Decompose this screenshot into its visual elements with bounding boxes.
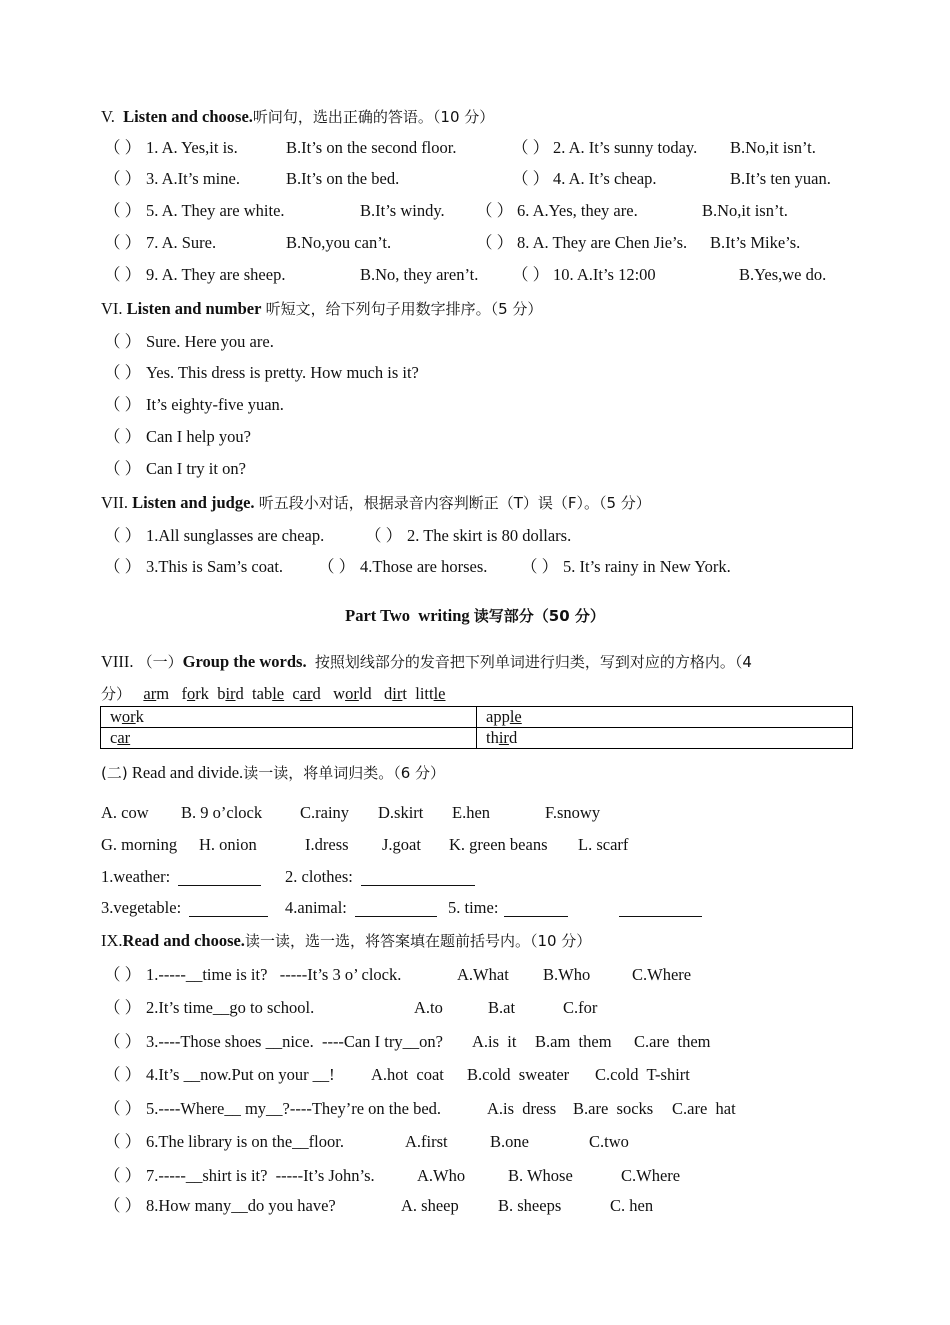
question-option-a: 7. A. Sure.: [146, 233, 217, 252]
choice-a: A. sheep: [401, 1196, 459, 1215]
section-title: Read and divide.: [127, 763, 244, 782]
section-viii-line2: [101, 684, 446, 704]
option-word: F.snowy: [545, 803, 601, 822]
question-text: 1.-----__time is it? -----It’s 3 o’ clock.: [146, 965, 402, 984]
option-word: I.dress: [305, 835, 349, 854]
option-word: L. scarf: [578, 835, 629, 854]
judge-item: 4.Those are horses.: [360, 557, 488, 576]
question-option-b: B.It’s Mike’s.: [710, 233, 801, 252]
table-cell[interactable]: third: [477, 728, 853, 749]
judge-item: 1.All sunglasses are cheap.: [146, 526, 325, 545]
section-title: Listen and choose.: [123, 107, 253, 126]
judge-item: 5. It’s rainy in New York.: [563, 557, 731, 576]
answer-blank[interactable]: （ ）: [104, 998, 142, 1017]
category-label: 4.animal:: [285, 898, 347, 917]
section-instruction: 听短文，给下列句子用数字排序。（5 分）: [265, 300, 543, 318]
answer-blank[interactable]: （ ）: [365, 526, 403, 545]
choice-c: C.two: [589, 1132, 629, 1151]
section-title: Read and choose.: [122, 931, 245, 950]
section-instruction: 按照划线部分的发音把下列单词进行归类，写到对应的方格内。（4: [314, 653, 752, 671]
question-text: 2.It’s time__go to school.: [146, 998, 315, 1017]
question-option-a: 2. A. It’s sunny today.: [553, 138, 698, 157]
choice-c: C.for: [563, 998, 598, 1017]
question-option-a: 6. A.Yes, they are.: [517, 201, 638, 220]
fill-blank[interactable]: [361, 867, 475, 886]
table-row: [101, 707, 853, 728]
answer-blank[interactable]: （ ）: [512, 265, 550, 284]
answer-blank[interactable]: （ ）: [104, 459, 142, 478]
sentence-item: It’s eighty-five yuan.: [146, 395, 284, 414]
choice-b: B. sheeps: [498, 1196, 562, 1215]
question-option-b: B.Yes,we do.: [739, 265, 827, 284]
section-viii-b-heading: [101, 763, 445, 783]
choice-a: A.is dress: [487, 1099, 557, 1118]
sentence-item: Can I help you?: [146, 427, 251, 446]
word: table: [252, 684, 285, 703]
answer-blank[interactable]: （ ）: [104, 1132, 142, 1151]
fill-blank[interactable]: [178, 867, 261, 886]
section-number: VIII.: [101, 652, 134, 671]
sentence-item: Sure. Here you are.: [146, 332, 274, 351]
section-instruction-cont: 分）: [101, 685, 132, 703]
word: bird: [217, 684, 244, 703]
section-v-heading: [101, 107, 494, 127]
answer-blank[interactable]: （ ）: [104, 965, 142, 984]
category-label: 2. clothes:: [285, 867, 353, 886]
answer-blank[interactable]: （ ）: [476, 233, 514, 252]
choice-c: C.Where: [621, 1166, 681, 1185]
choice-b: B.one: [490, 1132, 529, 1151]
answer-blank[interactable]: （ ）: [476, 201, 514, 220]
choice-b: B.are socks: [573, 1099, 654, 1118]
option-word: E.hen: [452, 803, 491, 822]
choice-c: C.are hat: [672, 1099, 736, 1118]
category-label: 5. time:: [448, 898, 499, 917]
choice-c: C.Where: [632, 965, 692, 984]
option-word: D.skirt: [378, 803, 424, 822]
judge-item: 3.This is Sam’s coat.: [146, 557, 284, 576]
choice-b: B.am them: [535, 1032, 612, 1051]
section-number: VII.: [101, 493, 129, 512]
answer-blank[interactable]: （ ）: [104, 427, 142, 446]
table-cell[interactable]: car: [101, 728, 477, 749]
option-word: K. green beans: [449, 835, 548, 854]
option-word: B. 9 o’clock: [181, 803, 263, 822]
answer-blank[interactable]: （ ）: [104, 233, 142, 252]
table-cell[interactable]: apple: [477, 707, 853, 728]
option-word: A. cow: [101, 803, 149, 822]
category-label: 3.vegetable:: [101, 898, 182, 917]
question-option-a: 8. A. They are Chen Jie’s.: [517, 233, 688, 252]
choice-b: B.cold sweater: [467, 1065, 570, 1084]
question-text: 3.----Those shoes __nice. ----Can I try__on?: [146, 1032, 443, 1051]
part-title-en: Part Two writing: [345, 606, 474, 625]
question-option-a: 9. A. They are sheep.: [146, 265, 286, 284]
option-word: C.rainy: [300, 803, 350, 822]
word: arm: [143, 684, 170, 703]
question-text: 4.It’s __now.Put on your __!: [146, 1065, 335, 1084]
answer-blank[interactable]: （ ）: [521, 557, 559, 576]
fill-blank[interactable]: [619, 898, 702, 917]
section-title: Group the words.: [182, 652, 307, 671]
section-title: Listen and judge.: [132, 493, 255, 512]
question-text: 5.----Where__ my__?----They’re on the bed.: [146, 1099, 442, 1118]
subsection-number: (二): [101, 764, 128, 782]
section-number: V.: [101, 107, 115, 126]
answer-blank[interactable]: （ ）: [104, 395, 142, 414]
answer-blank[interactable]: （ ）: [104, 526, 142, 545]
answer-blank[interactable]: （ ）: [318, 557, 356, 576]
question-text: 7.-----__shirt is it? -----It’s John’s.: [146, 1166, 375, 1185]
choice-a: A.first: [405, 1132, 448, 1151]
part-title-cn: 读写部分（50 分）: [473, 607, 605, 625]
answer-blank[interactable]: （ ）: [512, 169, 550, 188]
choice-c: C.are them: [634, 1032, 711, 1051]
option-word: H. onion: [199, 835, 257, 854]
choice-a: A.What: [457, 965, 509, 984]
question-text: 8.How many__do you have?: [146, 1196, 336, 1215]
answer-blank[interactable]: （ ）: [104, 201, 142, 220]
choice-b: B.Who: [543, 965, 591, 984]
choice-a: A.is it: [472, 1032, 517, 1051]
fill-blank[interactable]: [355, 898, 437, 917]
question-option-a: 4. A. It’s cheap.: [553, 169, 657, 188]
fill-blank[interactable]: [504, 898, 568, 917]
section-number: IX.: [101, 931, 123, 950]
question-text: 6.The library is on the__floor.: [146, 1132, 344, 1151]
section-instruction: 听问句，选出正确的答语。（10 分）: [252, 108, 495, 126]
choice-b: B. Whose: [508, 1166, 573, 1185]
subsection-number: （一）: [137, 653, 183, 671]
answer-blank[interactable]: （ ）: [104, 265, 142, 284]
word: fork: [181, 684, 209, 703]
word: card: [292, 684, 321, 703]
section-vi-heading: [101, 299, 542, 319]
answer-blank[interactable]: （ ）: [104, 557, 142, 576]
word: dirt: [384, 684, 407, 703]
question-option-b: B.No,it isn’t.: [702, 201, 788, 220]
choice-a: A.Who: [417, 1166, 466, 1185]
word: world: [333, 684, 372, 703]
option-word: J.goat: [382, 835, 421, 854]
question-option-b: B.No,you can’t.: [286, 233, 392, 252]
choice-b: B.at: [488, 998, 516, 1017]
part-two-title: [0, 606, 950, 626]
question-option-b: B.No, they aren’t.: [360, 265, 479, 284]
answer-blank[interactable]: （ ）: [104, 1065, 142, 1084]
question-option-b: B.It’s on the bed.: [286, 169, 400, 188]
section-ix-heading: [101, 931, 591, 951]
choice-c: C.cold T-shirt: [595, 1065, 690, 1084]
category-label: 1.weather:: [101, 867, 171, 886]
question-option-a: 3. A.It’s mine.: [146, 169, 240, 188]
question-option-a: 5. A. They are white.: [146, 201, 285, 220]
question-option-b: B.It’s ten yuan.: [730, 169, 831, 188]
word: little: [415, 684, 446, 703]
question-option-b: B.It’s windy.: [360, 201, 445, 220]
choice-c: C. hen: [610, 1196, 654, 1215]
section-viii-heading: [101, 652, 752, 672]
section-instruction: 听五段小对话，根据录音内容判断正（T）误（F）。（5 分）: [258, 494, 651, 512]
answer-blank[interactable]: （ ）: [104, 1196, 142, 1215]
sentence-item: Yes. This dress is pretty. How much is it?: [146, 363, 419, 382]
answer-blank[interactable]: （ ）: [104, 1099, 142, 1118]
fill-blank[interactable]: [189, 898, 268, 917]
question-option-b: B.It’s on the second floor.: [286, 138, 457, 157]
answer-blank[interactable]: （ ）: [104, 169, 142, 188]
choice-a: A.to: [414, 998, 443, 1017]
question-option-b: B.No,it isn’t.: [730, 138, 816, 157]
option-word: G. morning: [101, 835, 178, 854]
answer-blank[interactable]: （ ）: [104, 332, 142, 351]
word-group-table: [100, 706, 853, 749]
section-vii-heading: [101, 493, 651, 513]
answer-blank[interactable]: （ ）: [512, 138, 550, 157]
section-instruction: 读一读，将单词归类。（6 分）: [243, 764, 446, 782]
section-title: Listen and number: [126, 299, 262, 318]
section-number: VI.: [101, 299, 123, 318]
answer-blank[interactable]: （ ）: [104, 363, 142, 382]
judge-item: 2. The skirt is 80 dollars.: [407, 526, 572, 545]
question-option-a: 1. A. Yes,it is.: [146, 138, 238, 157]
answer-blank[interactable]: （ ）: [104, 138, 142, 157]
table-row: [101, 728, 853, 749]
answer-blank[interactable]: （ ）: [104, 1032, 142, 1051]
question-option-a: 10. A.It’s 12:00: [553, 265, 656, 284]
table-cell[interactable]: work: [101, 707, 477, 728]
answer-blank[interactable]: （ ）: [104, 1166, 142, 1185]
choice-a: A.hot coat: [371, 1065, 444, 1084]
section-instruction: 读一读，选一选，将答案填在题前括号内。（10 分）: [244, 932, 592, 950]
sentence-item: Can I try it on?: [146, 459, 246, 478]
